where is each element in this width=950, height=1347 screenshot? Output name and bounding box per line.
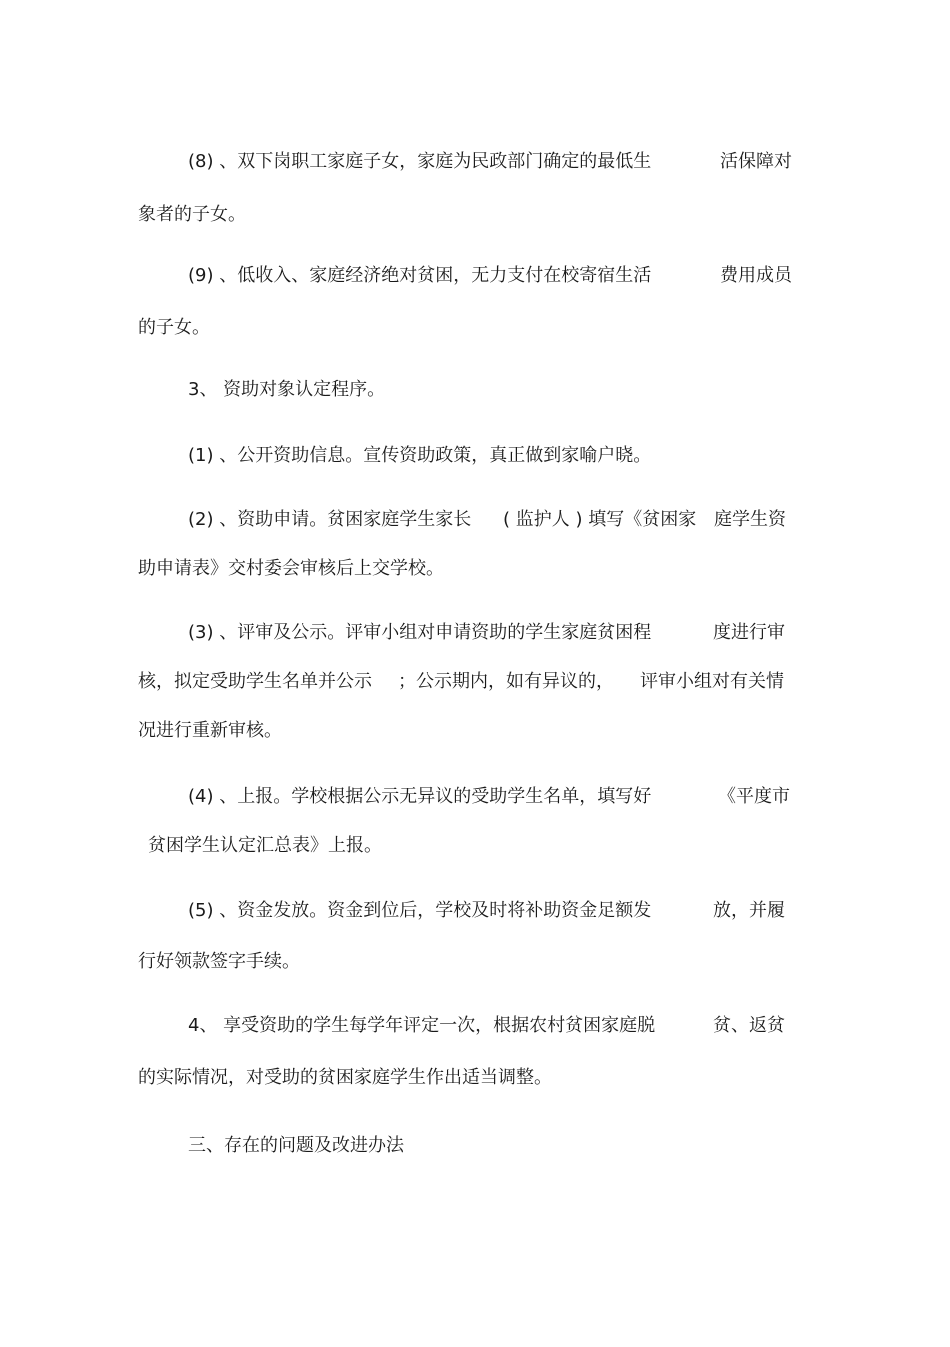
paragraph-line — [0, 1063, 950, 1093]
paragraph-line — [0, 716, 950, 746]
text-segment: (9) 、低收入、家庭经济绝对贫困，无力支付在校寄宿生活 — [188, 265, 652, 286]
text-segment: (5) 、资金发放。资金到位后，学校及时将补助资金足额发 — [188, 900, 652, 921]
text-segment: 核，拟定受助学生名单并公示 — [138, 671, 372, 692]
text-segment: 的实际情况，对受助的贫困家庭学生作出适当调整。 — [138, 1067, 552, 1088]
text-segment: 助申请表》交村委会审核后上交学校。 — [138, 558, 444, 579]
section-heading — [0, 1131, 950, 1161]
paragraph-line — [0, 147, 950, 177]
text-segment: 放，并履 — [713, 900, 785, 921]
paragraph-line — [0, 831, 950, 861]
text-segment: 费用成员 — [720, 265, 792, 286]
text-segment: (8) 、双下岗职工家庭子女，家庭为民政部门确定的最低生 — [188, 151, 652, 172]
text-segment: (1) 、公开资助信息。宣传资助政策，真正做到家喻户晓。 — [188, 445, 652, 466]
text-segment: 3、 资助对象认定程序。 — [188, 379, 386, 400]
text-segment: (2) 、资助申请。贫困家庭学生家长 — [188, 509, 472, 530]
text-segment: 度进行审 — [713, 622, 785, 643]
paragraph-line — [0, 505, 950, 535]
text-segment: 庭学生资 — [714, 509, 786, 530]
paragraph-line — [0, 618, 950, 648]
text-segment: 活保障对 — [720, 151, 792, 172]
text-segment: 象者的子女。 — [138, 204, 246, 225]
text-segment: 况进行重新审核。 — [138, 720, 282, 741]
text-segment: 贫、返贫 — [713, 1015, 785, 1036]
paragraph-line — [0, 896, 950, 926]
text-segment: (4) 、上报。学校根据公示无异议的受助学生名单，填写好 — [188, 786, 652, 807]
paragraph-line — [0, 200, 950, 230]
text-segment: 评审小组对有关情 — [640, 671, 784, 692]
paragraph-line — [0, 441, 950, 471]
text-segment: ( 监护人 ) 填写《贫困家 — [503, 509, 697, 530]
text-segment: 《平度市 — [718, 786, 790, 807]
text-segment: 4、 享受资助的学生每学年评定一次，根据农村贫困家庭脱 — [188, 1015, 656, 1036]
paragraph-line — [0, 554, 950, 584]
text-segment: 贫困学生认定汇总表》上报。 — [148, 835, 382, 856]
paragraph-line — [0, 1011, 950, 1041]
paragraph-line — [0, 947, 950, 977]
text-segment: ；公示期内，如有异议的， — [398, 671, 614, 692]
paragraph-line — [0, 313, 950, 343]
paragraph-line — [0, 667, 950, 697]
text-segment: 行好领款签字手续。 — [138, 951, 300, 972]
paragraph-line — [0, 782, 950, 812]
text-segment: (3) 、评审及公示。评审小组对申请资助的学生家庭贫困程 — [188, 622, 652, 643]
text-segment: 三、存在的问题及改进办法 — [188, 1135, 404, 1156]
text-segment: 的子女。 — [138, 317, 210, 338]
paragraph-line — [0, 261, 950, 291]
paragraph-line — [0, 375, 950, 405]
